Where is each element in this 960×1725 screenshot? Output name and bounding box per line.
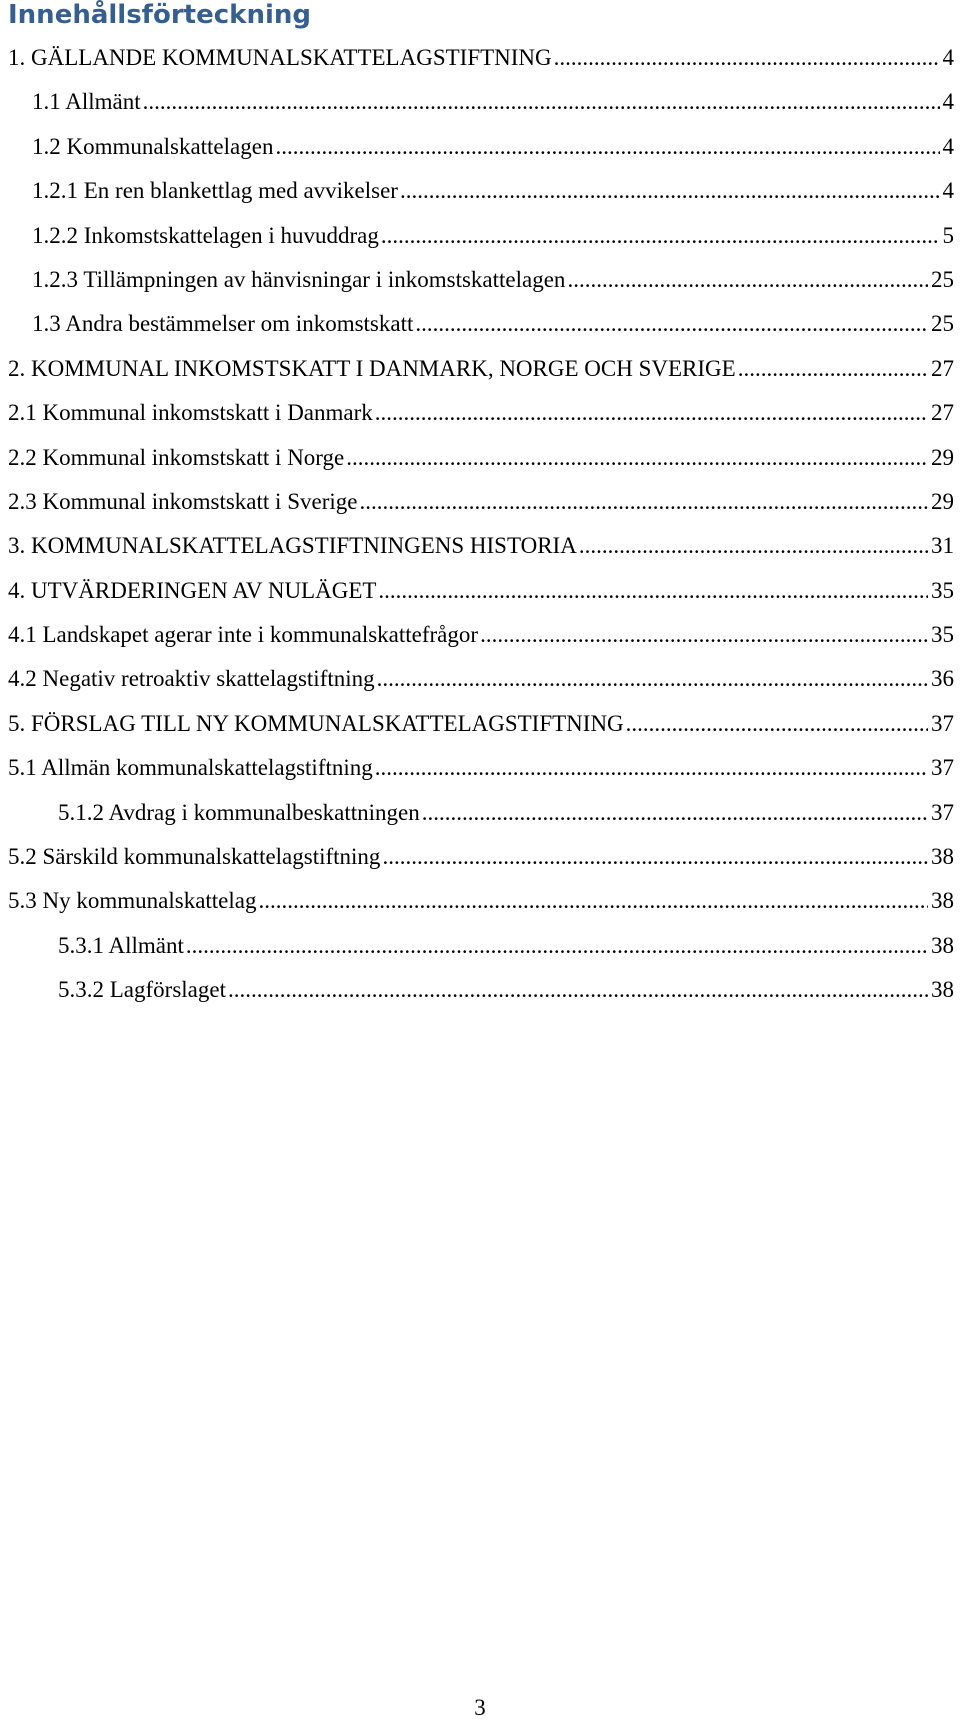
toc-entry-title: 2. KOMMUNAL INKOMSTSKATT I DANMARK, NORGE OCH SVERIGE — [8, 355, 736, 381]
toc-entry-page: 27 — [931, 355, 954, 381]
toc-leader-dots — [375, 746, 928, 790]
toc-entry-title: 5.1 Allmän kommunalskattelagstiftning — [8, 755, 373, 781]
toc-leader-dots — [375, 391, 928, 435]
toc-entry[interactable] — [8, 169, 954, 213]
toc-entry-title: 5.1.2 Avdrag i kommunalbeskattningen — [58, 799, 420, 825]
toc-entry[interactable] — [8, 214, 954, 258]
toc-entry-page: 4 — [942, 89, 954, 115]
toc-entry-page: 35 — [931, 622, 954, 648]
toc-leader-dots — [422, 791, 928, 835]
toc-entry-title: 1. GÄLLANDE KOMMUNALSKATTELAGSTIFTNING — [8, 45, 552, 70]
toc-entry-page: 35 — [931, 577, 954, 603]
toc-entry-title: 1.2.3 Tillämpningen av hänvisningar i inkomstskattelagen — [32, 266, 566, 292]
toc-entry-page: 37 — [931, 710, 954, 736]
toc-leader-dots — [359, 480, 928, 524]
toc-entry-page: 29 — [931, 444, 954, 470]
toc-leader-dots — [275, 125, 939, 169]
toc-entry-title: 2.1 Kommunal inkomstskatt i Danmark — [8, 400, 373, 426]
toc-entry-title: 4. UTVÄRDERINGEN AV NULÄGET — [8, 577, 377, 603]
toc-entry-page: 4 — [942, 45, 954, 70]
toc-entry[interactable] — [8, 613, 954, 657]
toc-entry-page: 27 — [931, 400, 954, 426]
toc-entry-title: 1.3 Andra bestämmelser om inkomstskatt — [32, 311, 414, 337]
toc-entry[interactable] — [8, 36, 954, 80]
toc-entry-title: 1.1 Allmänt — [32, 89, 141, 115]
toc-entry-title: 5.3.2 Lagförslaget — [58, 977, 226, 1003]
toc-leader-dots — [567, 258, 928, 302]
toc-entry-title: 1.2.1 En ren blankettlag med avvikelser — [32, 178, 398, 204]
toc-entry-page: 38 — [931, 888, 954, 914]
toc-entry-title: 4.1 Landskapet agerar inte i kommunalskattefrågor — [8, 622, 479, 648]
toc-entry-title: 2.3 Kommunal inkomstskatt i Sverige — [8, 488, 358, 514]
toc-entry[interactable] — [8, 702, 954, 746]
toc-leader-dots — [626, 702, 928, 746]
toc-entry[interactable] — [8, 835, 954, 879]
toc-entry[interactable] — [8, 436, 954, 480]
toc-leader-dots — [382, 835, 928, 879]
toc-entry-title: 5.3.1 Allmänt — [58, 932, 184, 958]
toc-leader-dots — [400, 169, 940, 213]
toc-entry[interactable] — [8, 391, 954, 435]
toc-entry[interactable] — [8, 569, 954, 613]
toc-entry-title: 3. KOMMUNALSKATTELAGSTIFTNINGENS HISTORIA — [8, 533, 577, 559]
toc-leader-dots — [143, 80, 940, 124]
toc-entry-page: 37 — [931, 799, 954, 825]
toc-entry-page: 25 — [931, 266, 954, 292]
toc-leader-dots — [415, 302, 928, 346]
toc-entry-title: 1.2.2 Inkomstskattelagen i huvuddrag — [32, 222, 379, 248]
toc-entry[interactable] — [8, 924, 954, 968]
toc-entry[interactable] — [8, 968, 954, 1012]
toc-leader-dots — [186, 924, 928, 968]
toc-leader-dots — [554, 36, 940, 80]
toc-entry-page: 29 — [931, 488, 954, 514]
toc-heading: Innehållsförteckning — [8, 0, 311, 30]
toc-entry-title: 1.2 Kommunalskattelagen — [32, 133, 274, 159]
table-of-contents — [8, 36, 954, 1013]
toc-leader-dots — [480, 613, 928, 657]
toc-entry[interactable] — [8, 80, 954, 124]
toc-leader-dots — [228, 968, 928, 1012]
toc-entry[interactable] — [8, 125, 954, 169]
toc-entry[interactable] — [8, 258, 954, 302]
toc-leader-dots — [259, 879, 929, 923]
page-number: 3 — [474, 1695, 486, 1720]
toc-entry-page: 4 — [942, 133, 954, 159]
toc-entry-page: 38 — [931, 844, 954, 870]
toc-entry-page: 37 — [931, 755, 954, 781]
toc-leader-dots — [381, 214, 940, 258]
toc-entry-title: 5. FÖRSLAG TILL NY KOMMUNALSKATTELAGSTIFTNING — [8, 710, 624, 736]
toc-entry-title: 5.3 Ny kommunalskattelag — [8, 888, 257, 914]
toc-leader-dots — [378, 569, 928, 613]
toc-entry-title: 5.2 Särskild kommunalskattelagstiftning — [8, 844, 381, 870]
toc-entry-title: 4.2 Negativ retroaktiv skattelagstiftning — [8, 666, 375, 692]
toc-entry[interactable] — [8, 524, 954, 568]
toc-entry[interactable] — [8, 657, 954, 701]
toc-leader-dots — [738, 347, 928, 391]
toc-entry[interactable] — [8, 347, 954, 391]
toc-entry-page: 5 — [942, 222, 954, 248]
toc-entry-page: 31 — [931, 533, 954, 559]
toc-leader-dots — [579, 524, 928, 568]
toc-entry[interactable] — [8, 480, 954, 524]
toc-entry[interactable] — [8, 302, 954, 346]
toc-entry[interactable] — [8, 791, 954, 835]
toc-entry[interactable] — [8, 746, 954, 790]
toc-entry-page: 36 — [931, 666, 954, 692]
toc-entry[interactable] — [8, 879, 954, 923]
toc-entry-title: 2.2 Kommunal inkomstskatt i Norge — [8, 444, 345, 470]
toc-leader-dots — [377, 657, 928, 701]
toc-entry-page: 38 — [931, 932, 954, 958]
toc-entry-page: 4 — [942, 178, 954, 204]
toc-entry-page: 25 — [931, 311, 954, 337]
toc-entry-page: 38 — [931, 977, 954, 1003]
toc-leader-dots — [346, 436, 928, 480]
